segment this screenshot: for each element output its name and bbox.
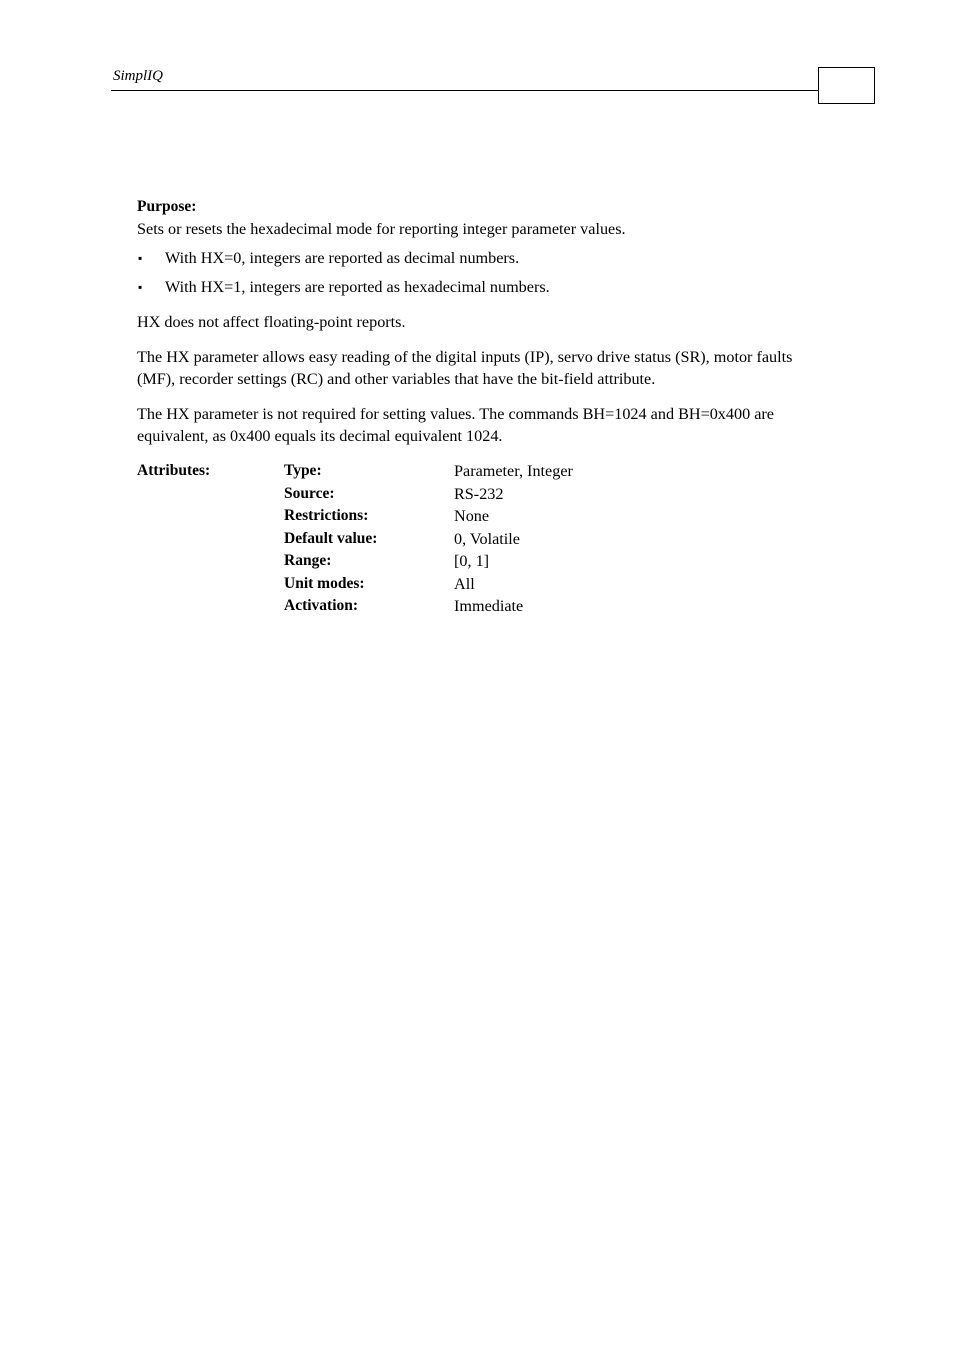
paragraph-bit-field: The HX parameter allows easy reading of the digital inputs (IP), servo drive status (SR), motor faults (MF), recorder settings (RC) and other variables that have the bit-field attribute. (137, 348, 793, 388)
attribute-key: Unit modes: (284, 574, 365, 592)
attribute-value: Parameter, Integer (454, 462, 573, 480)
table-row (137, 483, 573, 506)
attribute-value: 0, Volatile (454, 529, 520, 548)
table-row (137, 595, 573, 618)
attribute-key: Source: (284, 484, 335, 502)
bullet-text: With HX=1, integers are reported as hexadecimal numbers. (165, 278, 550, 296)
list-item (137, 276, 817, 298)
table-row (137, 573, 573, 596)
header-divider (111, 90, 819, 91)
attributes-label: Attributes: (137, 462, 211, 479)
attribute-key: Activation: (284, 597, 359, 614)
bullet-icon: ▪ (138, 280, 143, 294)
attribute-key: Type: (284, 462, 322, 479)
table-row (137, 460, 573, 483)
purpose-heading: Purpose: (137, 198, 197, 215)
attributes-table (137, 460, 573, 618)
attribute-value: All (454, 574, 475, 593)
attribute-value: Immediate (454, 597, 524, 615)
bullet-icon: ▪ (138, 251, 143, 265)
table-row (137, 505, 573, 528)
bullet-text: With HX=0, integers are reported as decimal numbers. (165, 249, 520, 267)
attribute-value: None (454, 507, 490, 525)
list-item (137, 247, 817, 269)
attribute-value: [0, 1] (454, 552, 490, 570)
header-title: SimplIQ (113, 68, 163, 84)
main-content (137, 196, 817, 618)
purpose-intro: Sets or resets the hexadecimal mode for reporting integer parameter values. (137, 220, 626, 238)
table-row (137, 528, 573, 551)
attribute-value: RS-232 (454, 484, 504, 503)
attribute-key: Default value: (284, 529, 378, 547)
attribute-key: Range: (284, 552, 332, 569)
paragraph-setting-values: The HX parameter is not required for setting values. The commands BH=1024 and BH=0x400 are equivalent, as 0x400 equals its decimal equivalent 1024. (137, 405, 774, 445)
table-row (137, 550, 573, 573)
page-number-box (818, 67, 875, 104)
attribute-key: Restrictions: (284, 507, 369, 524)
paragraph-floating-point: HX does not affect floating-point reports. (137, 313, 406, 331)
bullet-list (137, 247, 817, 298)
